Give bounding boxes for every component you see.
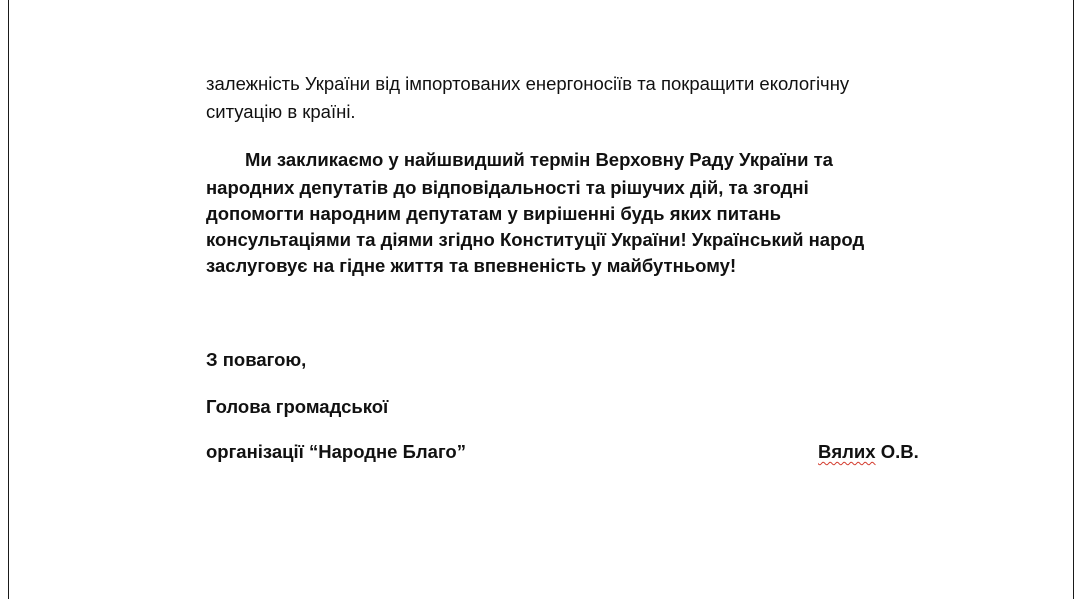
appeal-text-line: допомогти народним депутатам у вирішенні будь яких питань [206,203,781,224]
appeal-text-line: консультаціями та діями згідно Конституції України! Український народ [206,229,865,250]
closing-greeting: З повагою, [206,349,307,370]
signer-surname: Вялих [818,441,876,462]
signer-position: Голова громадської [206,396,389,417]
document-page [8,0,1074,599]
body-text-line: залежність України від імпортованих енергоносіїв та покращити екологічну [206,73,850,94]
body-text-line: ситуацію в країні. [206,101,356,122]
appeal-text-line: Ми закликаємо у найшвидший термін Верховну Раду України та [245,149,833,170]
signer-initials: О.В. [880,441,919,462]
signer-name [818,441,919,463]
appeal-text-line: заслуговує на гідне життя та впевненість у майбутньому! [206,255,737,276]
organization-name: організації “Народне Благо” [206,441,466,462]
appeal-text-line: народних депутатів до відповідальності та рішучих дій, та згодні [206,177,809,198]
